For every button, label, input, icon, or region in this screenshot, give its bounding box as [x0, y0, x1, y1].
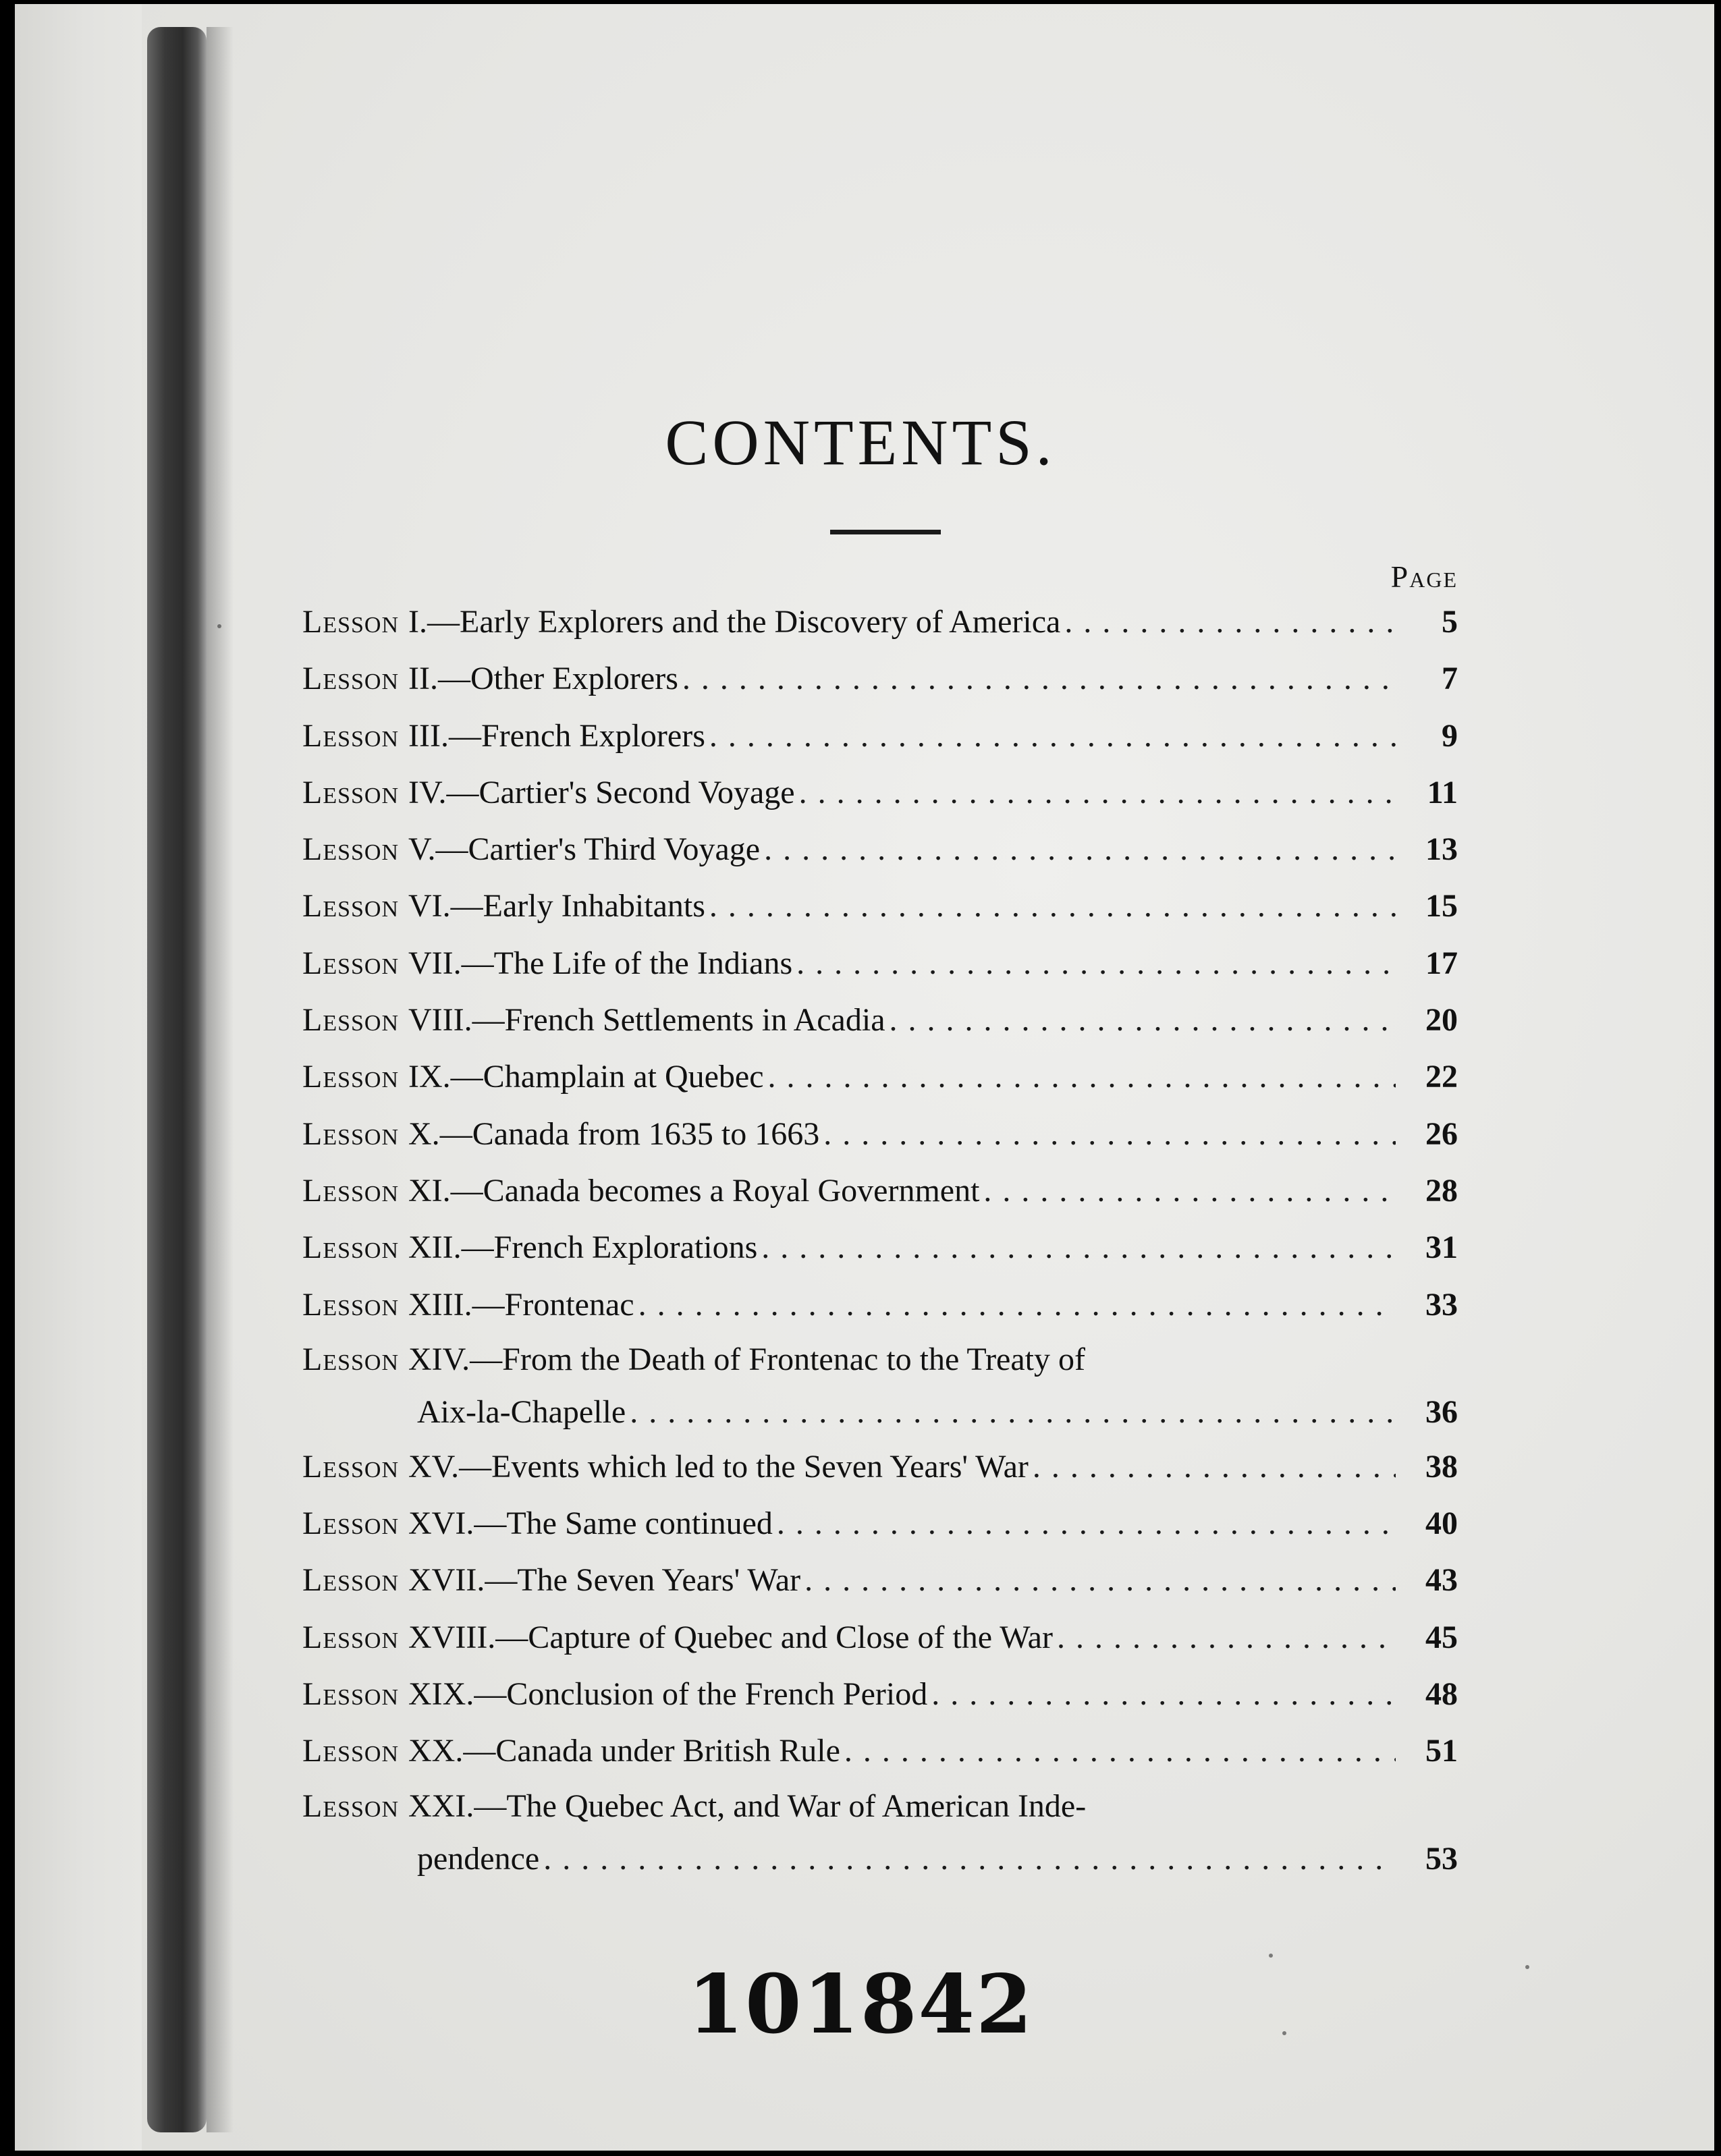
dot-leader	[844, 1723, 1396, 1779]
lesson-title: —Canada from 1635 to 1663	[439, 1115, 820, 1152]
toc-entry	[302, 1609, 1458, 1666]
dot-leader	[1064, 594, 1396, 651]
scan-speck	[1282, 2031, 1286, 2035]
lesson-title: —French Explorations	[461, 1229, 758, 1266]
lesson-title-continued: Aix-la-Chapelle	[417, 1393, 626, 1430]
lesson-word: Lesson	[302, 1788, 400, 1824]
toc-entry	[302, 1723, 1458, 1779]
dot-leader	[682, 651, 1396, 707]
scan-border-right	[1714, 0, 1721, 2156]
toc-entry	[302, 1439, 1458, 1495]
page-number: 11	[1427, 774, 1458, 810]
toc-entry	[302, 935, 1458, 992]
lesson-number: V.	[408, 831, 436, 868]
lesson-number: XII.	[408, 1229, 462, 1266]
toc-entry	[302, 765, 1458, 821]
toc-entry	[302, 992, 1458, 1049]
lesson-number: I.	[408, 604, 427, 640]
left-margin	[0, 0, 142, 2156]
page-number: 31	[1425, 1229, 1458, 1266]
page-number: 40	[1425, 1505, 1458, 1542]
binding-shadow	[147, 27, 207, 2132]
page-number: 45	[1425, 1619, 1458, 1655]
toc-entry	[302, 594, 1458, 651]
lesson-word: Lesson	[302, 1505, 400, 1542]
lesson-word: Lesson	[302, 1002, 400, 1039]
lesson-number: IV.	[408, 774, 447, 810]
page-number: 33	[1425, 1286, 1458, 1323]
lesson-word: Lesson	[302, 1286, 400, 1323]
lesson-number: XX.	[408, 1733, 464, 1769]
lesson-title: —French Explorers	[448, 717, 705, 754]
lesson-word: Lesson	[302, 888, 400, 924]
lesson-title: —Conclusion of the French Period	[474, 1676, 928, 1713]
dot-leader	[1033, 1439, 1396, 1495]
lesson-number: VI.	[408, 888, 451, 924]
toc-entry	[302, 1219, 1458, 1276]
dot-leader	[823, 1106, 1396, 1163]
page-column-header: Page	[1390, 559, 1458, 594]
lesson-word: Lesson	[302, 831, 400, 868]
lesson-title: —The Seven Years' War	[485, 1562, 801, 1599]
lesson-number: XVIII.	[408, 1619, 496, 1655]
dot-leader	[638, 1277, 1396, 1333]
dot-leader	[1057, 1609, 1396, 1666]
lesson-title: —The Life of the Indians	[461, 945, 793, 981]
page-number: 22	[1425, 1059, 1458, 1095]
page-number: 7	[1442, 661, 1458, 697]
lesson-title: —Capture of Quebec and Close of the War	[495, 1619, 1053, 1655]
toc-entry	[302, 1495, 1458, 1552]
lesson-title: —Champlain at Quebec	[450, 1059, 764, 1095]
lesson-word: Lesson	[302, 1229, 400, 1266]
lesson-word: Lesson	[302, 1733, 400, 1769]
toc-entry	[302, 651, 1458, 707]
page-number: 26	[1425, 1115, 1458, 1152]
lesson-word: Lesson	[302, 945, 400, 981]
lesson-title: —Frontenac	[472, 1286, 634, 1323]
toc-entry	[302, 1666, 1458, 1723]
lesson-word: Lesson	[302, 1619, 400, 1655]
scan-speck	[1269, 1954, 1273, 1958]
lesson-title-continued: pendence	[417, 1840, 540, 1877]
lesson-word: Lesson	[302, 1115, 400, 1152]
page-number: 43	[1425, 1562, 1458, 1599]
lesson-number: XV.	[408, 1448, 460, 1485]
lesson-number: XIII.	[408, 1286, 472, 1323]
toc-entry	[302, 1333, 1458, 1439]
dot-leader	[890, 992, 1396, 1049]
dot-leader	[796, 935, 1396, 992]
dot-leader	[804, 1552, 1396, 1609]
lesson-number: XIV.	[408, 1341, 470, 1377]
page-number: 9	[1442, 717, 1458, 754]
lesson-word: Lesson	[302, 1059, 400, 1095]
lesson-word: Lesson	[302, 1341, 400, 1377]
scan-speck	[1525, 1965, 1529, 1969]
lesson-title: —The Quebec Act, and War of American Inde-	[474, 1788, 1087, 1824]
dot-leader	[931, 1666, 1396, 1723]
catalog-number: 101842	[687, 1957, 1034, 2052]
lesson-number: VII.	[408, 945, 462, 981]
lesson-number: IX.	[408, 1059, 451, 1095]
lesson-number: VIII.	[408, 1002, 472, 1039]
dot-leader	[630, 1386, 1396, 1439]
lesson-title: —Other Explorers	[437, 661, 678, 697]
lesson-number: XXI.	[408, 1788, 474, 1824]
toc-entry	[302, 821, 1458, 878]
toc-entry	[302, 1780, 1458, 1885]
page-number: 51	[1425, 1733, 1458, 1769]
lesson-number: XIX.	[408, 1676, 474, 1713]
lesson-word: Lesson	[302, 1172, 400, 1209]
lesson-title: —Early Explorers and the Discovery of America	[427, 604, 1061, 640]
toc-entry	[302, 1277, 1458, 1333]
lesson-word: Lesson	[302, 1562, 400, 1599]
lesson-title: —Cartier's Second Voyage	[446, 774, 795, 810]
binding-edge-shadow	[207, 27, 234, 2132]
dot-leader	[709, 708, 1396, 765]
dot-leader	[777, 1495, 1396, 1552]
lesson-word: Lesson	[302, 774, 400, 810]
dot-leader	[709, 878, 1396, 935]
page-number: 5	[1442, 604, 1458, 640]
page-number: 38	[1425, 1448, 1458, 1485]
lesson-word: Lesson	[302, 661, 400, 697]
page-number: 28	[1425, 1172, 1458, 1209]
lesson-title: —Cartier's Third Voyage	[435, 831, 761, 868]
scan-speck	[217, 624, 221, 628]
lesson-title: —Events which led to the Seven Years' War	[459, 1448, 1029, 1485]
page-number: 17	[1425, 945, 1458, 981]
lesson-title: —From the Death of Frontenac to the Treaty of	[470, 1341, 1085, 1377]
lesson-number: XVI.	[408, 1505, 474, 1542]
toc-entry	[302, 1163, 1458, 1219]
lesson-word: Lesson	[302, 1676, 400, 1713]
page-number: 53	[1425, 1840, 1458, 1877]
dot-leader	[543, 1833, 1396, 1885]
toc-entry	[302, 1106, 1458, 1163]
page-title: CONTENTS.	[665, 406, 1056, 478]
dot-leader	[768, 1049, 1396, 1105]
lesson-title: —French Settlements in Acadia	[472, 1002, 885, 1039]
page-number: 20	[1425, 1002, 1458, 1039]
lesson-word: Lesson	[302, 1448, 400, 1485]
page-number: 13	[1425, 831, 1458, 868]
dot-leader	[764, 821, 1396, 878]
lesson-number: XVII.	[408, 1562, 485, 1599]
lesson-title: —Canada under British Rule	[463, 1733, 840, 1769]
title-divider	[830, 530, 941, 534]
scan-border-left	[0, 0, 15, 2156]
lesson-title: —Early Inhabitants	[450, 888, 705, 924]
dot-leader	[761, 1219, 1396, 1276]
dot-leader	[983, 1163, 1396, 1219]
toc-entry	[302, 1552, 1458, 1609]
page-number: 15	[1425, 888, 1458, 924]
scan-border-top	[0, 0, 1721, 4]
scan-border-bottom	[0, 2151, 1721, 2156]
toc-entry	[302, 708, 1458, 765]
lesson-title: —The Same continued	[474, 1505, 773, 1542]
dot-leader	[799, 765, 1396, 821]
page-number: 48	[1425, 1676, 1458, 1713]
toc-entry	[302, 1049, 1458, 1105]
lesson-number: II.	[408, 661, 438, 697]
toc-entry	[302, 878, 1458, 935]
lesson-number: III.	[408, 717, 449, 754]
lesson-number: XI.	[408, 1172, 451, 1209]
table-of-contents	[302, 594, 1458, 1885]
lesson-title: —Canada becomes a Royal Government	[450, 1172, 980, 1209]
page-number: 36	[1425, 1393, 1458, 1430]
lesson-word: Lesson	[302, 604, 400, 640]
lesson-word: Lesson	[302, 717, 400, 754]
lesson-number: X.	[408, 1115, 440, 1152]
